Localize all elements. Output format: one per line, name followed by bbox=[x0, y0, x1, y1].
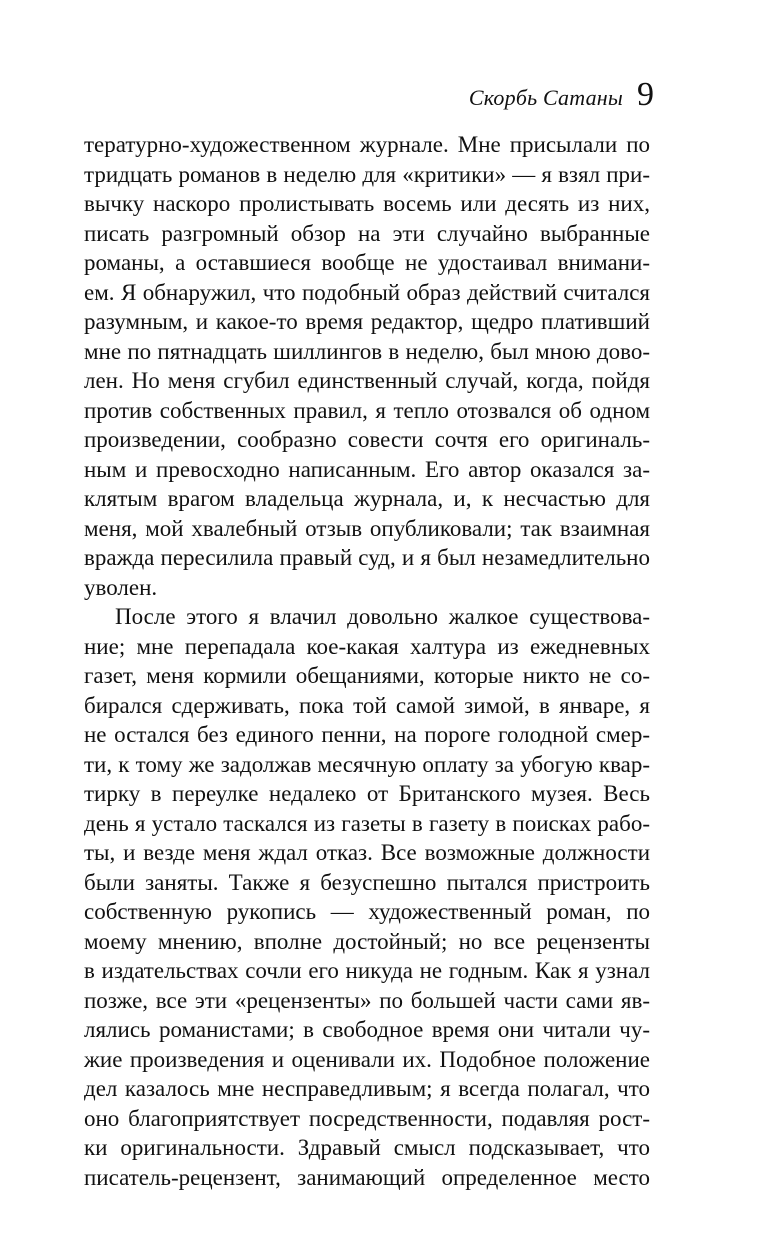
text-line: вражда пересилила правый суд, и я был незамедлительно bbox=[84, 545, 650, 570]
text-line: в издательствах сочли его никуда не годным. Как я узнал bbox=[84, 958, 650, 983]
text-line: дел казалось мне несправедливым; я всегда полагал, что bbox=[84, 1076, 650, 1101]
text-line: ти, к тому же задолжав месячную оплату за убогую квар- bbox=[84, 751, 650, 777]
text-line: день я устало таскался из газеты в газету в поисках рабо- bbox=[84, 810, 650, 836]
text-line: мне по пятнадцать шиллингов в неделю, был мною дово- bbox=[84, 338, 650, 364]
text-line: тридцать романов в неделю для «критики» — я взял при- bbox=[84, 161, 650, 187]
text-line: После этого я влачил довольно жалкое существова- bbox=[115, 604, 650, 629]
text-line: были заняты. Также я безуспешно пытался пристроить bbox=[84, 869, 650, 895]
running-title: Скорбь Сатаны bbox=[468, 85, 623, 110]
text-line: писатель-рецензент, занимающий определенное место bbox=[84, 1164, 650, 1190]
text-line: собственную рукопись — художественный роман, по bbox=[84, 899, 650, 924]
text-line: жие произведения и оценивали их. Подобное положение bbox=[84, 1046, 650, 1072]
paragraph bbox=[84, 130, 650, 602]
text-line: ным и превосходно написанным. Его автор оказался за- bbox=[84, 456, 650, 482]
text-line: лен. Но меня сгубил единственный случай, когда, пойдя bbox=[84, 368, 650, 393]
text-line: меня, мой хвалебный отзыв опубликовали; так взаимная bbox=[84, 515, 650, 541]
text-line: против собственных правил, я тепло отозвался об одном bbox=[84, 397, 650, 423]
text-line: писать разгромный обзор на эти случайно выбранные bbox=[84, 220, 650, 246]
page-number: 9 bbox=[637, 76, 654, 113]
text-line: лялись романистами; в свободное время они читали чу- bbox=[84, 1017, 650, 1042]
text-line: тературно-художественном журнале. Мне присылали по bbox=[84, 132, 650, 157]
text-line: клятым врагом владельца журнала, и, к несчастью для bbox=[84, 486, 650, 511]
running-head bbox=[469, 78, 654, 118]
text-line: вычку наскоро пролистывать восемь или десять из них, bbox=[84, 191, 650, 216]
body-text bbox=[84, 130, 650, 1192]
text-line: оно благоприятствует посредственности, подавляя рост- bbox=[84, 1105, 650, 1131]
text-line: бирался сдерживать, пока той самой зимой, в январе, я bbox=[84, 692, 650, 718]
text-line: ки оригинальности. Здравый смысл подсказывает, что bbox=[84, 1135, 650, 1160]
text-line: газет, меня кормили обещаниями, которые никто не со- bbox=[84, 663, 650, 688]
text-line: не остался без единого пенни, на пороге голодной смер- bbox=[84, 722, 650, 747]
text-line: позже, все эти «рецензенты» по большей части сами яв- bbox=[84, 987, 650, 1013]
text-line: уволен. bbox=[84, 574, 158, 600]
text-line: произведении, сообразно совести сочтя его оригиналь- bbox=[84, 427, 650, 452]
paragraph bbox=[84, 602, 650, 1192]
text-line: разумным, и какое-то время редактор, щедро плативший bbox=[84, 309, 650, 334]
text-line: тирку в переулке недалеко от Британского музея. Весь bbox=[84, 781, 650, 806]
text-line: романы, а оставшиеся вообще не удостаивал внимани- bbox=[84, 250, 650, 275]
text-line: ты, и везде меня ждал отказ. Все возможные должности bbox=[84, 840, 650, 865]
text-line: ем. Я обнаружил, что подобный образ действий считался bbox=[84, 279, 650, 305]
text-line: ние; мне перепадала кое-какая халтура из ежедневных bbox=[84, 633, 650, 659]
text-line: моему мнению, вполне достойный; но все рецензенты bbox=[84, 928, 650, 954]
